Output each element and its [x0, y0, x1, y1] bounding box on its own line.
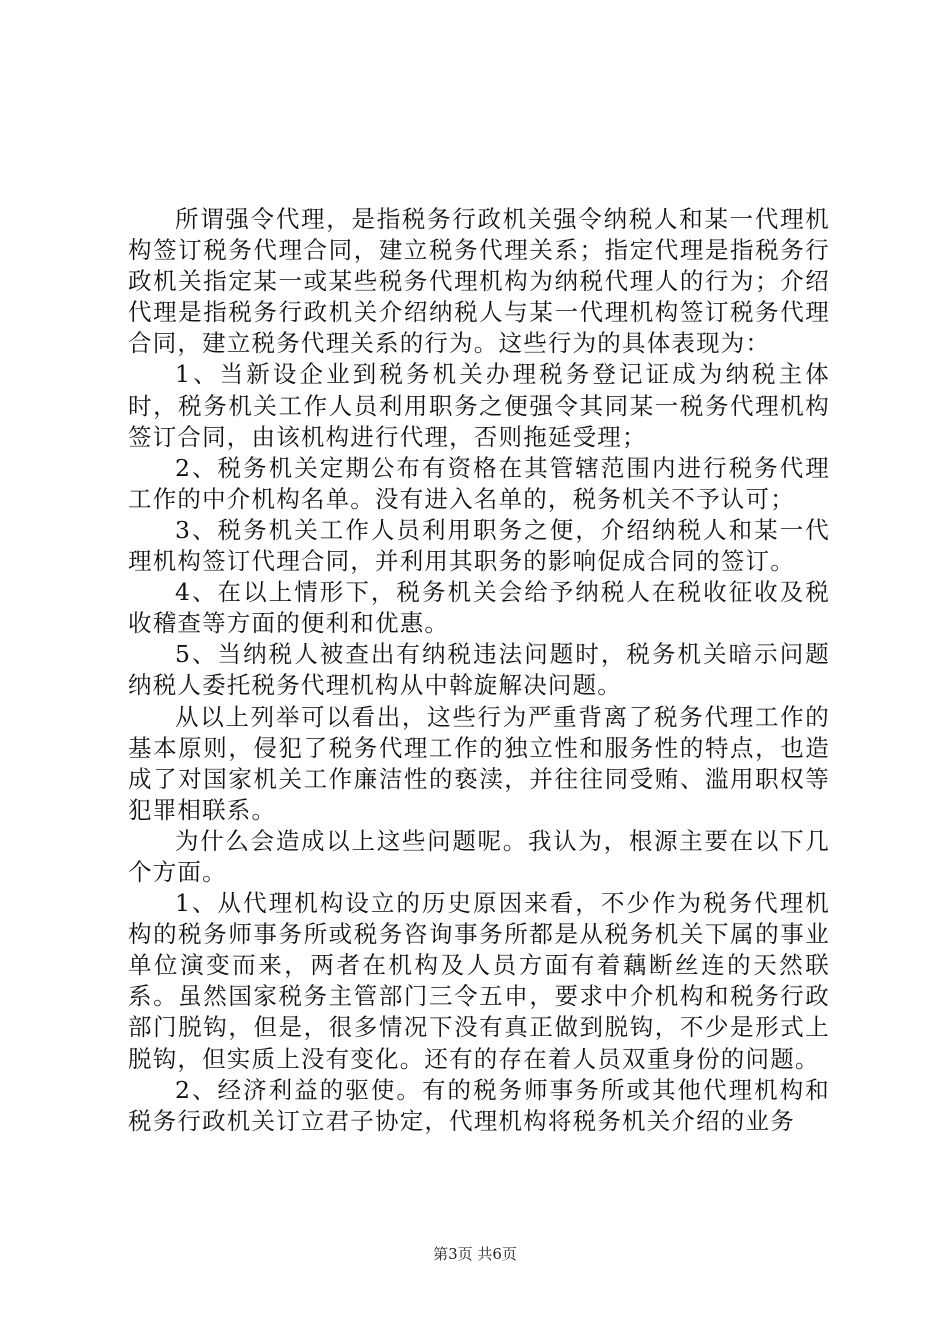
paragraph-8: 为什么会造成以上这些问题呢。我认为，根源主要在以下几个方面。	[128, 826, 830, 886]
body-text	[128, 204, 830, 1137]
paragraph-9: 1、从代理机构设立的历史原因来看，不少作为税务代理机构的税务师事务所或税务咨询事务所都是从税务机关下属的事业单位演变而来，两者在机构及人员方面有着藕断丝连的天然联系。虽然国家税务主管部门三令五申，要求中介机构和税务行政部门脱钩，但是，很多情况下没有真正做到脱钩，不少是形式上脱钩，但实质上没有变化。还有的存在着人员双重身份的问题。	[128, 889, 830, 1073]
paragraph-4: 3、税务机关工作人员利用职务之便，介绍纳税人和某一代理机构签订代理合同，并利用其职务的影响促成合同的签订。	[128, 515, 830, 576]
paragraph-6: 5、当纳税人被查出有纳税违法问题时，税务机关暗示问题纳税人委托税务代理机构从中斡旋解决问题。	[128, 640, 830, 700]
page-footer	[0, 1244, 950, 1264]
paragraph-2: 1、当新设企业到税务机关办理税务登记证成为纳税主体时，税务机关工作人员利用职务之便强令其同某一税务代理机构签订合同，由该机构进行代理，否则拖延受理；	[128, 360, 830, 451]
page-number-label: 第3页 共6页	[433, 1245, 517, 1263]
paragraph-1: 所谓强令代理，是指税务行政机关强令纳税人和某一代理机构签订税务代理合同，建立税务代理关系；指定代理是指税务行政机关指定某一或某些税务代理机构为纳税代理人的行为；介绍代理是指税务行政机关介绍纳税人与某一代理机构签订税务代理合同，建立税务代理关系的行为。这些行为的具体表现为：	[128, 205, 830, 358]
paragraph-10: 2、经济利益的驱使。有的税务师事务所或其他代理机构和税务行政机关订立君子协定，代理机构将税务机关介绍的业务	[128, 1075, 830, 1135]
paragraph-5: 4、在以上情形下，税务机关会给予纳税人在税收征收及税收稽查等方面的便利和优惠。	[128, 578, 830, 638]
paragraph-7: 从以上列举可以看出，这些行为严重背离了税务代理工作的基本原则，侵犯了税务代理工作的独立性和服务性的特点，也造成了对国家机关工作廉洁性的亵渎，并往往同受贿、滥用职权等犯罪相联系。	[128, 702, 830, 824]
paragraph-3: 2、税务机关定期公布有资格在其管辖范围内进行税务代理工作的中介机构名单。没有进入名单的，税务机关不予认可；	[128, 453, 830, 513]
